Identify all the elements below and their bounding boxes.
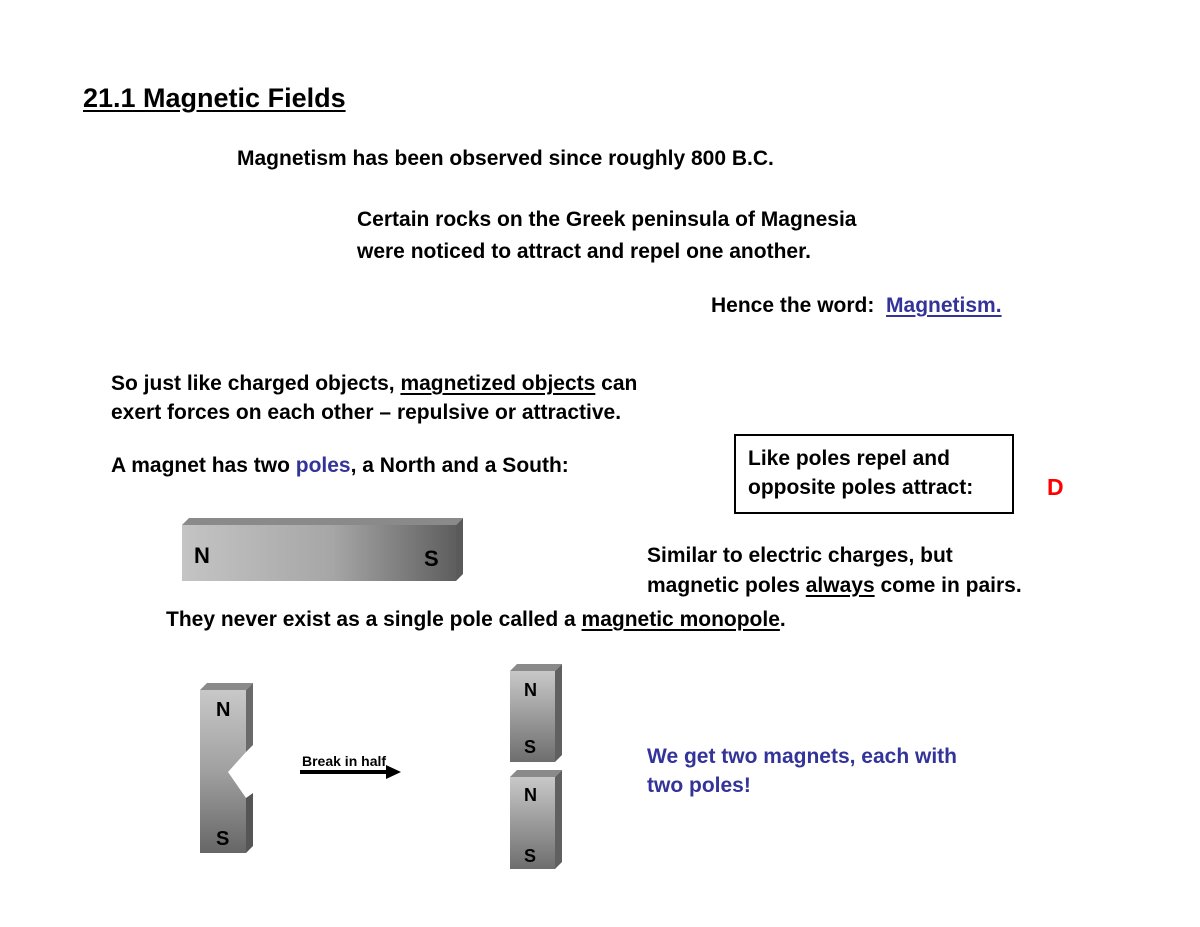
hence-prefix: Hence the word: — [711, 294, 875, 317]
magnetism-word: Magnetism. — [886, 294, 1002, 317]
top-half-north-label: N — [524, 680, 537, 700]
rocks-line-1: Certain rocks on the Greek peninsula of Magnesia — [357, 208, 857, 231]
result-line-1: We get two magnets, each with — [647, 745, 957, 768]
poles-post: , a North and a South: — [350, 454, 569, 477]
notched-magnet — [200, 683, 253, 853]
bottom-half-north-label: N — [524, 785, 537, 805]
bar-magnet — [182, 518, 463, 581]
notched-south-label: S — [216, 828, 230, 850]
similar-line-2-pre: magnetic poles — [647, 574, 800, 597]
forces-line-1-pre: So just like charged objects, — [111, 372, 395, 395]
box-line-2: opposite poles attract: — [748, 476, 974, 499]
poles-pre: A magnet has two — [111, 454, 290, 477]
bottom-half-south-label: S — [524, 846, 537, 866]
box-line-1: Like poles repel and — [748, 447, 950, 470]
similar-line-2-post: come in pairs. — [880, 574, 1022, 597]
result-line-2: two poles! — [647, 774, 751, 797]
page-title: 21.1 Magnetic Fields — [83, 83, 346, 113]
forces-line-1-post: can — [601, 372, 638, 395]
half-magnet-top — [510, 664, 562, 762]
monopole-pre: They never exist as a single pole called a — [166, 608, 576, 631]
rocks-line-2: were noticed to attract and repel one another. — [357, 240, 811, 263]
box-marker-d: D — [1047, 474, 1064, 500]
break-in-half-label: Break in half — [302, 753, 387, 769]
bar-south-label: S — [424, 546, 439, 571]
notched-north-label: N — [216, 699, 231, 721]
top-half-south-label: S — [524, 737, 537, 757]
forces-line-2: exert forces on each other – repulsive or attractive. — [111, 401, 622, 424]
half-magnet-bottom — [510, 770, 562, 869]
intro-text: Magnetism has been observed since roughly 800 B.C. — [237, 147, 774, 170]
magnetized-objects-term: magnetized objects — [400, 372, 596, 395]
similar-line-1: Similar to electric charges, but — [647, 544, 953, 567]
poles-term: poles — [295, 454, 351, 477]
monopole-post: . — [779, 608, 786, 631]
always-term: always — [805, 574, 875, 597]
break-arrow — [300, 753, 401, 779]
magnetic-monopole-term: magnetic monopole — [581, 608, 780, 631]
bar-north-label: N — [194, 543, 210, 568]
